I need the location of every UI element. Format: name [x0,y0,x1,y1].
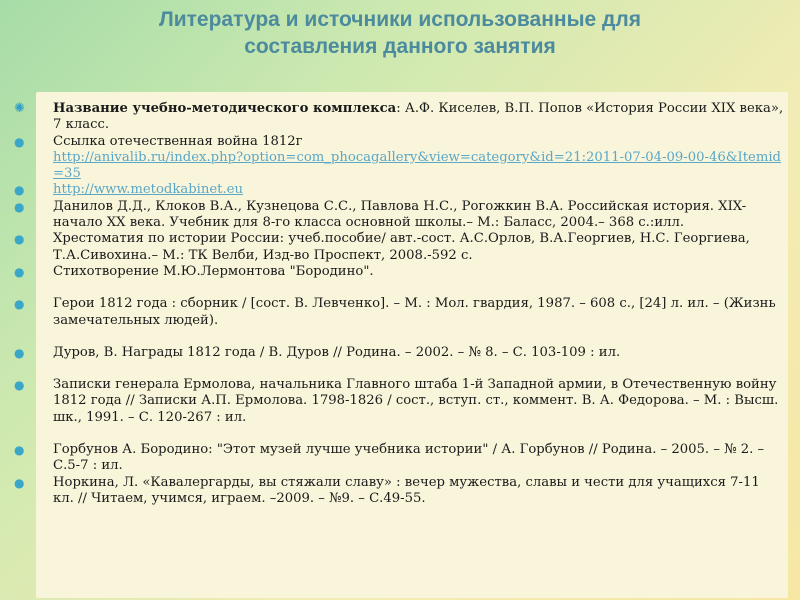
list-item-text: Стихотворение М.Ю.Лермонтова "Бородино". [53,263,374,279]
slide-title [0,6,800,60]
list-item-text: Хрестоматия по истории России: учеб.пособие/ авт.-сост. А.С.Орлов, В.А.Георгиев, Н.С. Георгиева, Т.А.Сивохина.– М.: ТК Велби, Изд-во Проспект, 2008.-592 с. [53,231,750,263]
list-item-text: Герои 1812 года : сборник / [сост. В. Левченко]. – М. : Мол. гвардия, 1987. – 608 с., [24] л. ил. – (Жизнь замечательных людей). [53,296,776,328]
list-item [14,231,784,264]
list-item [14,101,784,134]
list-item [14,296,784,329]
circle-bullet-icon: ● [14,297,25,312]
list-item [14,377,784,426]
empty-list-item [14,361,784,377]
circle-bullet-icon: ● [14,345,25,360]
list-item-text: Норкина, Л. «Кавалергарды, вы стяжали славу» : вечер мужества, славы и чести для учащихся 7-11 кл. // Читаем, учимся, играем. –2009. – №9. – С.49-55. [53,474,760,506]
list-item [14,475,784,508]
list-item-text: Дуров, В. Награды 1812 года / В. Дуров // Родина. – 2002. – № 8. – С. 103-109 : ил. [53,344,621,360]
empty-list-item [14,280,784,296]
list-item-text: Горбунов А. Бородино: "Этот музей лучше учебника истории" / А. Горбунов // Родина. – 2005. – № 2. – С.5-7 : ил. [53,442,765,474]
list-item [14,182,784,198]
list-item-text: Данилов Д.Д., Клоков В.А., Кузнецова С.С., Павлова Н.С., Рогожкин В.А. Российская история. XIX-начало XX века. Учебник для 8-го класса основной школы.– М.: Баласс, 2004.– 368 с.:илл. [53,198,747,231]
metodkabinet-link[interactable]: http://www.metodkabinet.eu [53,182,243,198]
circle-bullet-icon: ● [14,183,25,198]
sunburst-bullet-icon: ✺ [14,101,25,116]
list-item [14,345,784,361]
list-item [14,134,784,183]
empty-list-item [14,426,784,442]
circle-bullet-icon: ● [14,232,25,247]
complex-name-text: : А.Ф. Киселев, В.П. Попов «История России XIX века», 7 класс. [53,101,784,133]
circle-bullet-icon: ● [14,134,25,149]
circle-bullet-icon: ● [14,199,25,214]
anivalib-link[interactable]: http://anivalib.ru/index.php?option=com_phocagallery&view=category&id=21:2011-07-04-09-00-46&Itemid=35 [53,149,781,182]
circle-bullet-icon: ● [14,443,25,458]
circle-bullet-icon: ● [14,475,25,490]
list-item-text: Ссылка отечественная война 1812г [53,133,303,149]
slide-title-line-2: составления данного занятия [244,35,556,58]
slide-title-line-1: Литература и источники использованные для [159,8,641,31]
references-list [14,101,784,507]
list-item [14,264,784,280]
list-item-text: Записки генерала Ермолова, начальника Главного штаба 1-й Западной армии, в Отечественную войну 1812 года // Записки А.П. Ермолова. 1798-1826 / сост., вступ. ст., коммент. В. А. Федорова. – М. : Высш. шк., 1991. – С. 120-267 : ил. [53,377,779,425]
list-item [14,199,784,232]
empty-list-item [14,329,784,345]
circle-bullet-icon: ● [14,378,25,393]
list-item [14,442,784,475]
complex-name-label: Название учебно-методического комплекса [53,101,397,116]
circle-bullet-icon: ● [14,264,25,279]
